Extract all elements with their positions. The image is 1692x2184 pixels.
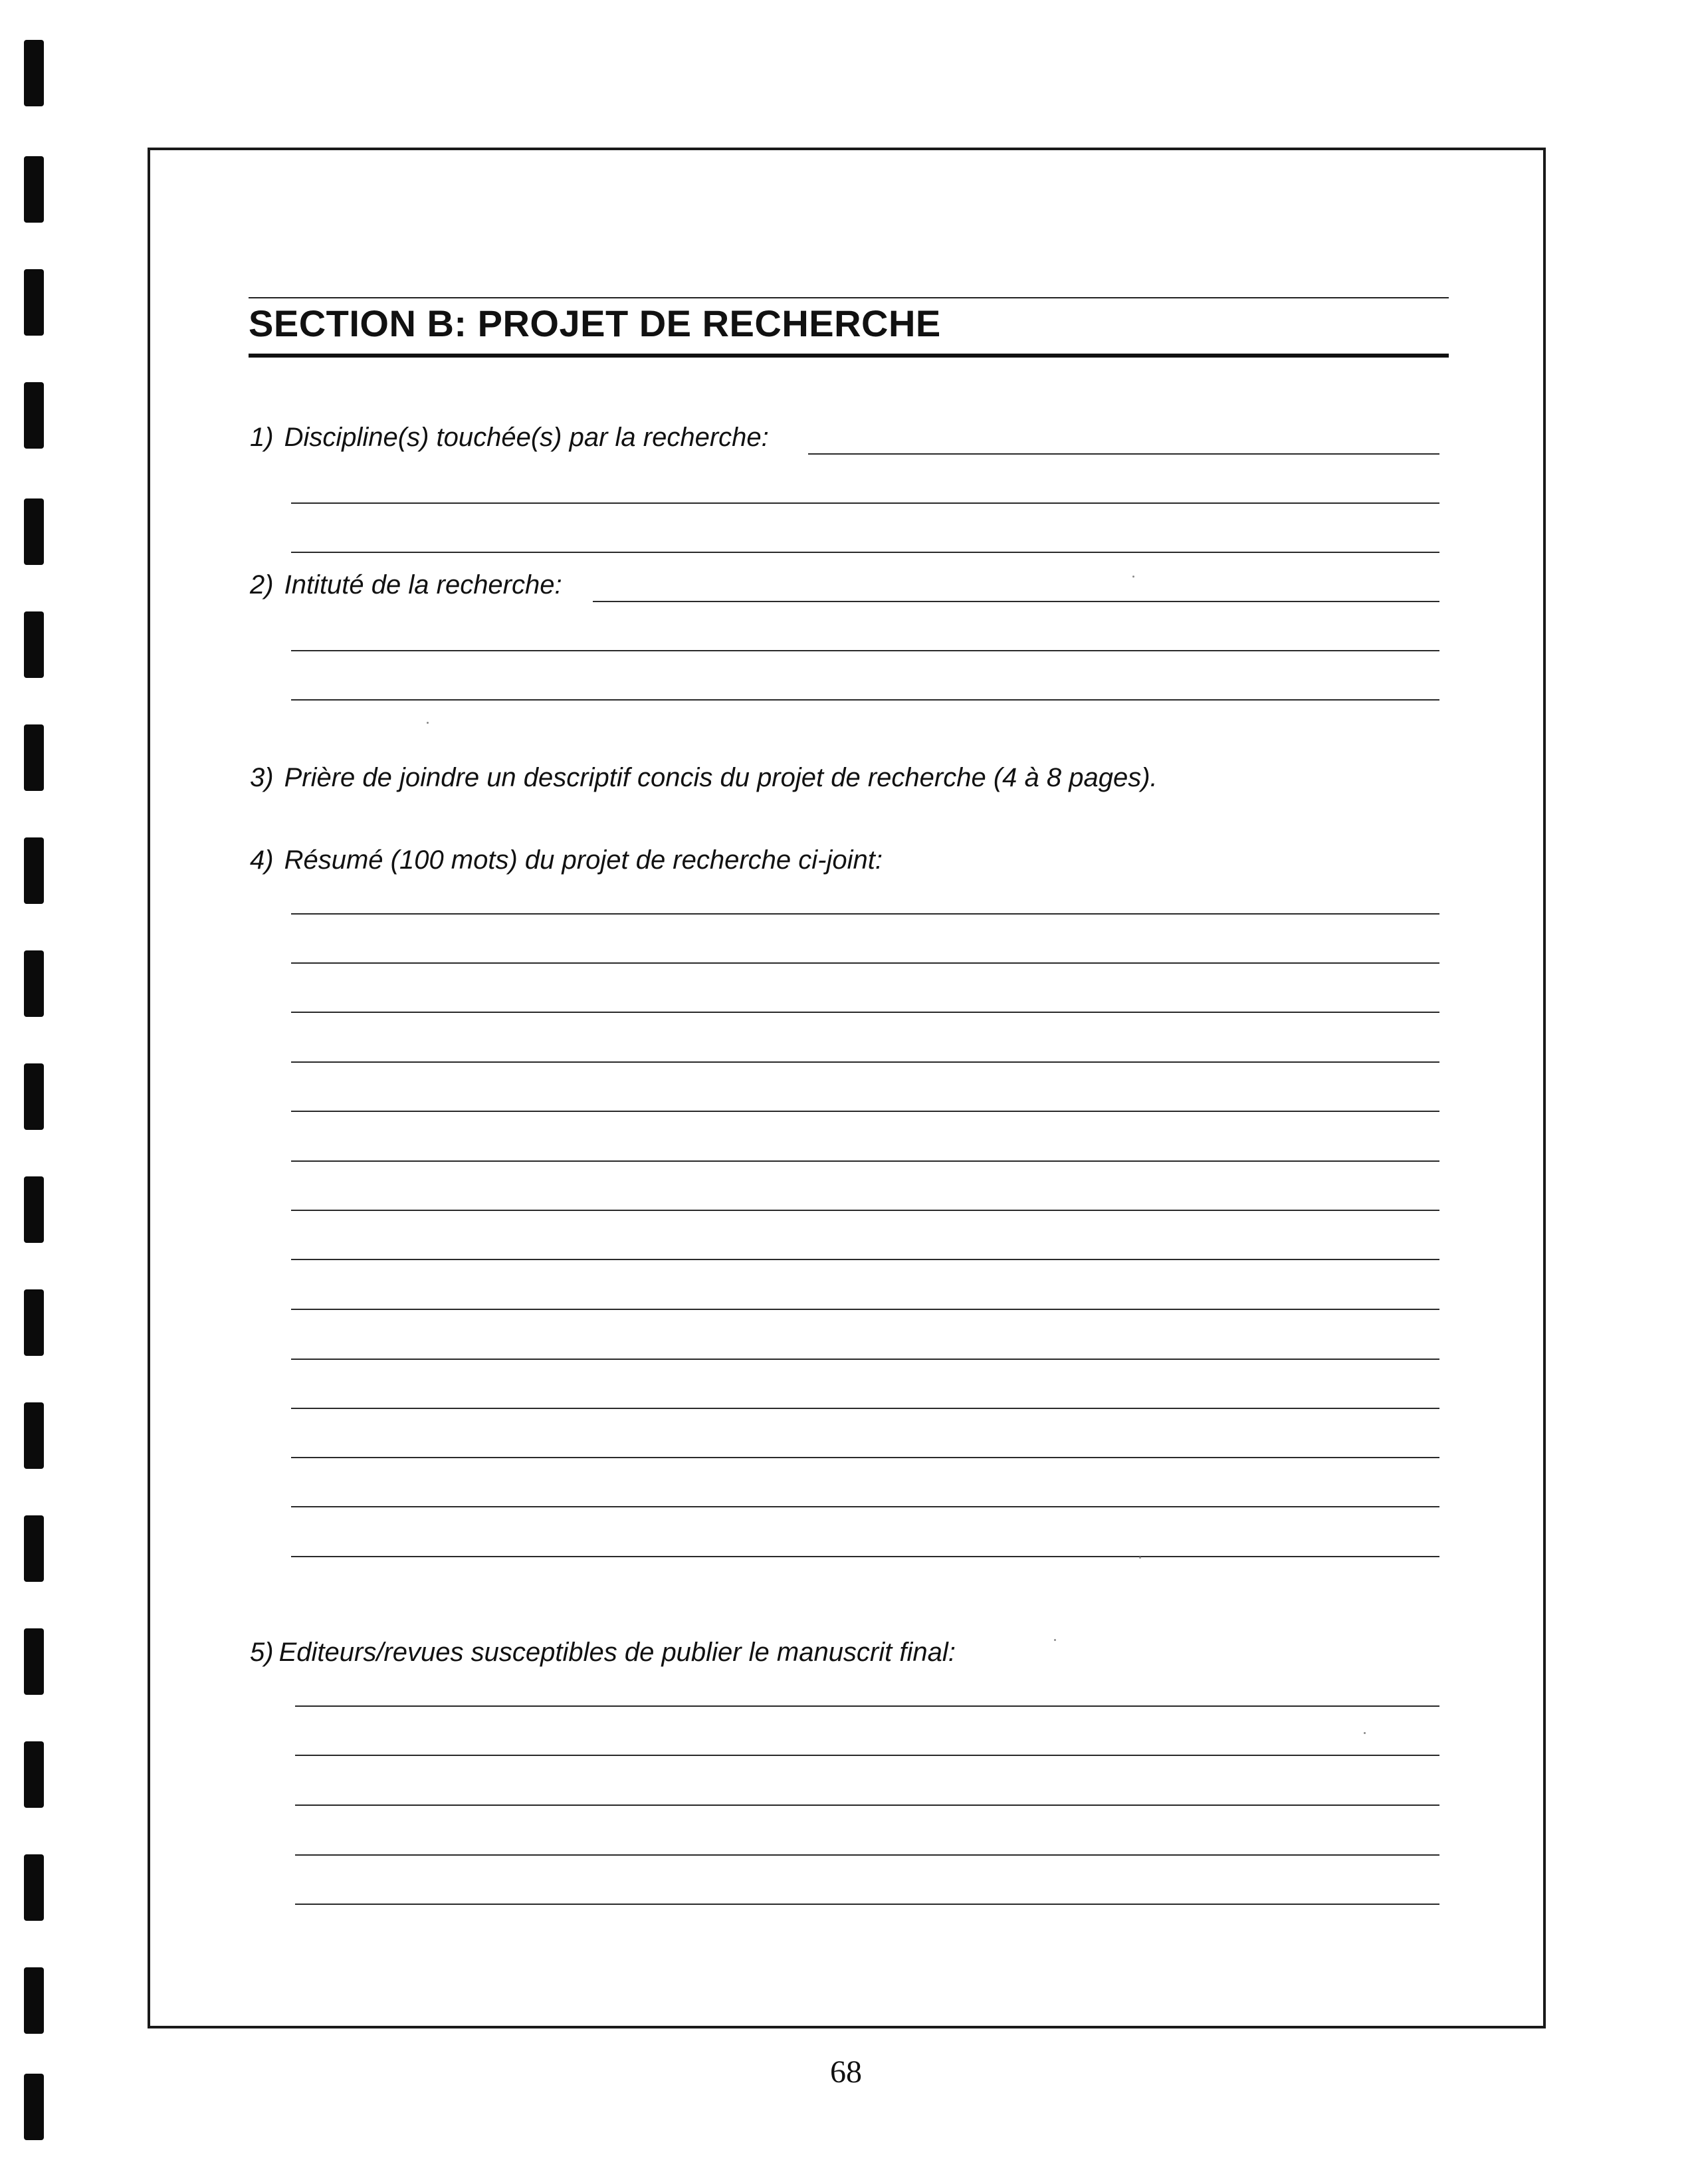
binding-hole [24, 1402, 44, 1469]
question-4 [250, 845, 883, 875]
binding-hole [24, 1854, 44, 1921]
question-number: 5) [250, 1638, 274, 1667]
question-number: 1) [250, 423, 274, 452]
binding-hole [24, 382, 44, 449]
binding-hole [24, 1289, 44, 1356]
binding-hole [24, 611, 44, 678]
binding-hole [24, 498, 44, 565]
binding-hole [24, 1741, 44, 1808]
answer-line[interactable] [291, 1506, 1439, 1507]
scan-speck [427, 722, 429, 724]
answer-line[interactable] [291, 699, 1439, 701]
binding-holes [24, 40, 51, 2167]
question-number: 2) [250, 570, 274, 600]
binding-hole [24, 1515, 44, 1582]
answer-line[interactable] [291, 1210, 1439, 1211]
answer-line[interactable] [291, 962, 1439, 964]
question-text: Prière de joindre un descriptif concis du projet de recherche (4 à 8 pages). [284, 763, 1158, 792]
scan-speck [1054, 1639, 1056, 1641]
heading-rule-bottom [249, 354, 1449, 358]
question-text: Discipline(s) touchée(s) par la recherche: [284, 423, 769, 452]
question-text: Résumé (100 mots) du projet de recherche ci-joint: [284, 845, 883, 875]
question-2 [250, 570, 562, 600]
answer-line[interactable] [295, 1804, 1439, 1806]
binding-hole [24, 1176, 44, 1243]
question-number: 3) [250, 763, 274, 792]
binding-hole [24, 269, 44, 336]
answer-line[interactable] [295, 1755, 1439, 1756]
binding-hole [24, 950, 44, 1017]
answer-line[interactable] [291, 1012, 1439, 1013]
answer-line[interactable] [291, 1457, 1439, 1458]
answer-line[interactable] [291, 1408, 1439, 1409]
binding-hole [24, 40, 44, 106]
answer-line[interactable] [291, 502, 1439, 504]
question-5 [250, 1638, 956, 1668]
question-text: Editeurs/revues susceptibles de publier le manuscrit final: [278, 1638, 956, 1667]
answer-line[interactable] [291, 1111, 1439, 1112]
answer-line[interactable] [808, 453, 1439, 455]
answer-line[interactable] [295, 1854, 1439, 1856]
binding-hole [24, 1967, 44, 2034]
answer-line[interactable] [291, 1061, 1439, 1063]
form-frame [148, 148, 1546, 2028]
answer-line[interactable] [291, 1309, 1439, 1310]
answer-line[interactable] [291, 913, 1439, 915]
answer-line[interactable] [593, 601, 1439, 602]
binding-hole [24, 2074, 44, 2140]
binding-hole [24, 724, 44, 791]
question-1 [250, 423, 769, 453]
answer-line[interactable] [295, 1904, 1439, 1905]
answer-line[interactable] [291, 1359, 1439, 1360]
answer-line[interactable] [291, 552, 1439, 553]
question-number: 4) [250, 845, 274, 875]
scan-speck [1139, 1557, 1141, 1559]
page-number: 68 [830, 2054, 862, 2090]
answer-line[interactable] [291, 1556, 1439, 1557]
binding-hole [24, 156, 44, 223]
answer-line[interactable] [291, 650, 1439, 651]
heading-rule-top [249, 297, 1449, 298]
answer-line[interactable] [291, 1259, 1439, 1260]
section-title: SECTION B: PROJET DE RECHERCHE [249, 302, 941, 344]
question-text: Intituté de la recherche: [284, 570, 562, 600]
scan-speck [1364, 1732, 1366, 1734]
answer-line[interactable] [295, 1705, 1439, 1707]
scan-speck [1132, 576, 1134, 578]
binding-hole [24, 837, 44, 904]
binding-hole [24, 1628, 44, 1695]
binding-hole [24, 1063, 44, 1130]
question-3 [250, 763, 1158, 793]
answer-line[interactable] [291, 1160, 1439, 1162]
